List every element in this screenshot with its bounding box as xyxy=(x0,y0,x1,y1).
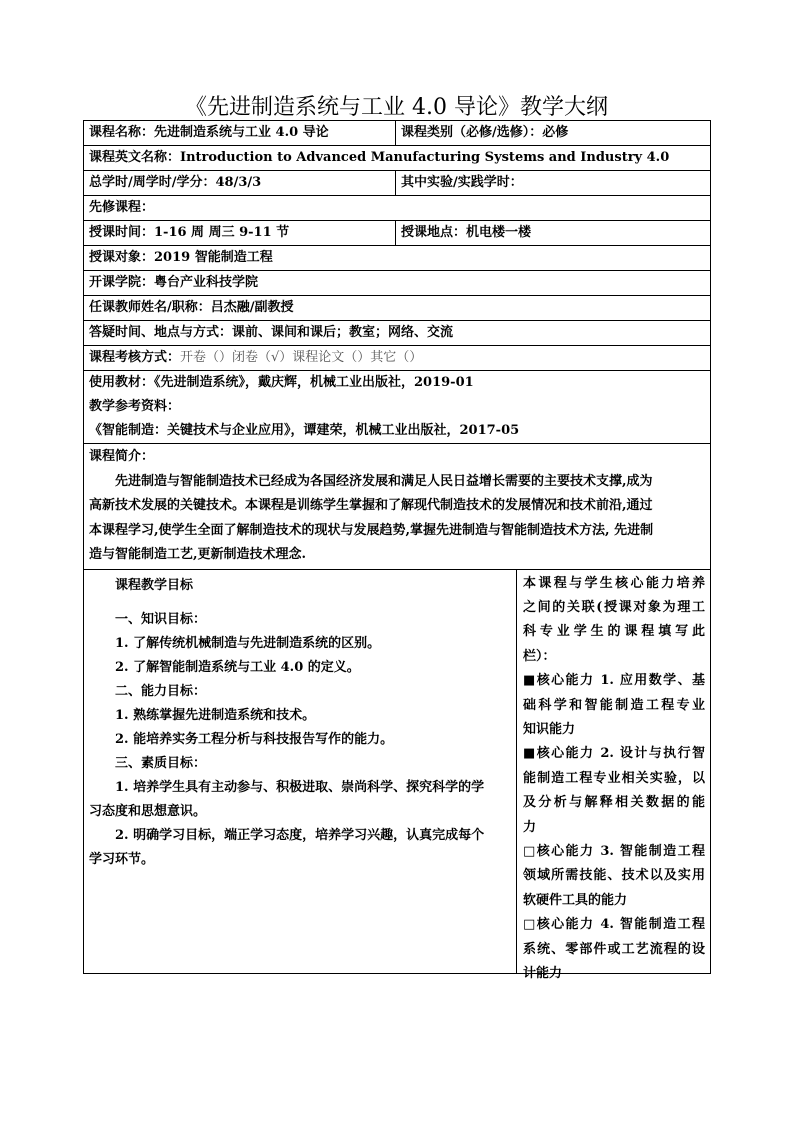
ability-line: □核心能力 4. 智能制造工程 xyxy=(523,917,705,933)
ability-line: 能制造工程专业相关实验，以 xyxy=(523,770,705,786)
intro-line: 先进制造与智能制造技术已经成为各国经济发展和满足人民日益增长需要的主要技术支撑,成为 xyxy=(115,473,653,489)
intro-label: 课程简介： xyxy=(89,449,155,464)
intro-line: 高新技术发展的关键技术。本课程是训练学生掌握和了解现代制造技术的发展情况和技术前沿,通过 xyxy=(89,498,653,513)
teaching-objectives xyxy=(84,570,517,973)
row-prerequisite xyxy=(84,196,710,221)
ability-line: □核心能力 3. 智能制造工程 xyxy=(523,843,705,859)
objective-line: 三、素质目标： xyxy=(115,755,207,771)
objective-line: 习态度和思想意识。 xyxy=(89,803,207,819)
teacher: 任课教师姓名/职称：吕杰融/副教授 xyxy=(89,300,294,315)
lab-hours: 其中实验/实践学时： xyxy=(401,175,523,190)
class-location: 授课地点：机电楼一楼 xyxy=(401,225,532,240)
ability-line: 系统、零部件或工艺流程的设 xyxy=(523,941,705,957)
objective-line: 1. 了解传统机械制造与先进制造系统的区别。 xyxy=(115,635,381,651)
row-materials xyxy=(84,371,710,444)
class-time: 授课时间：1-16 周 周三 9-11 节 xyxy=(84,221,396,245)
row-course-name xyxy=(84,121,710,146)
materials xyxy=(84,371,710,443)
ability-line: ■核心能力 1. 应用数学、基 xyxy=(523,673,705,689)
assessment xyxy=(84,346,710,370)
ability-line: 科专业学生的课程填写此 xyxy=(523,624,705,640)
objective-line: 1. 熟练掌握先进制造系统和技术。 xyxy=(115,707,316,723)
course-type: 课程类别（必修/选修）：必修 xyxy=(401,125,569,140)
english-name: 课程英文名称：Introduction to Advanced Manufacturing Systems and Industry 4.0 xyxy=(89,150,670,165)
ability-line: 领域所需技能、技术以及实用 xyxy=(523,868,705,884)
objective-line: 二、能力目标： xyxy=(115,683,207,699)
intro-line: 造与智能制造工艺,更新制造技术理念. xyxy=(89,547,307,562)
document-title: 《先进制造系统与工业 4.0 导论》教学大纲 xyxy=(185,95,608,120)
course-name: 课程名称：先进制造系统与工业 4.0 导论 xyxy=(84,121,396,145)
assessment-options: 开卷（）闭卷（√）课程论文（）其它（） xyxy=(180,350,423,365)
assessment-label: 课程考核方式： xyxy=(89,350,181,365)
objective-line: 一、知识目标： xyxy=(115,611,207,627)
ability-line: 本课程与学生核心能力培养 xyxy=(523,575,705,591)
row-objectives xyxy=(84,570,710,981)
course-intro xyxy=(84,444,710,569)
ability-line: 之间的关联(授课对象为理工 xyxy=(523,599,705,615)
reference: 《智能制造：关键技术与企业应用》，谭建荣，机械工业出版社，2017-05 xyxy=(89,423,520,438)
objective-line: 2. 明确学习目标，端正学习态度，培养学习兴趣，认真完成每个 xyxy=(115,827,485,843)
row-time xyxy=(84,221,710,246)
row-qa xyxy=(84,321,710,346)
objective-line: 1. 培养学生具有主动参与、积极进取、崇尚科学、探究科学的学 xyxy=(115,779,485,795)
ability-line: 软硬件工具的能力 xyxy=(523,892,628,908)
ability-line: 栏）： xyxy=(523,648,556,664)
ability-line: ■核心能力 2. 设计与执行智 xyxy=(523,746,705,762)
intro-line: 本课程学习,使学生全面了解制造技术的现状与发展趋势,掌握先进制造与智能制造技术方法, 先进制 xyxy=(89,522,654,538)
qa-info: 答疑时间、地点与方式：课前、课间和课后；教室；网络、交流 xyxy=(89,325,454,340)
reference-label: 教学参考资料： xyxy=(89,399,181,414)
objective-line: 2. 了解智能制造系统与工业 4.0 的定义。 xyxy=(115,659,360,675)
ability-line: 力 xyxy=(523,819,537,835)
row-intro xyxy=(84,444,710,570)
core-abilities xyxy=(517,570,710,981)
ability-line: 及分析与解释相关数据的能 xyxy=(523,795,705,811)
objective-line: 2. 能培养实务工程分析与科技报告写作的能力。 xyxy=(115,731,394,747)
row-english-name xyxy=(84,146,710,171)
ability-line: 计能力 xyxy=(523,966,563,981)
audience: 授课对象：2019 智能制造工程 xyxy=(89,250,273,265)
textbook: 使用教材：《先进制造系统》，戴庆辉，机械工业出版社，2019-01 xyxy=(89,375,474,390)
row-college xyxy=(84,271,710,296)
objectives-heading: 课程教学目标 xyxy=(115,577,194,593)
objective-line: 学习环节。 xyxy=(89,851,155,867)
ability-line: 础科学和智能制造工程专业 xyxy=(523,697,705,713)
college: 开课学院：粤台产业科技学院 xyxy=(89,275,259,290)
row-teacher xyxy=(84,296,710,321)
syllabus-table xyxy=(83,120,711,981)
prerequisite: 先修课程： xyxy=(89,200,155,215)
ability-line: 知识能力 xyxy=(523,721,576,737)
row-audience xyxy=(84,246,710,271)
row-hours xyxy=(84,171,710,196)
hours: 总学时/周学时/学分：48/3/3 xyxy=(84,171,396,195)
row-assessment xyxy=(84,346,710,371)
